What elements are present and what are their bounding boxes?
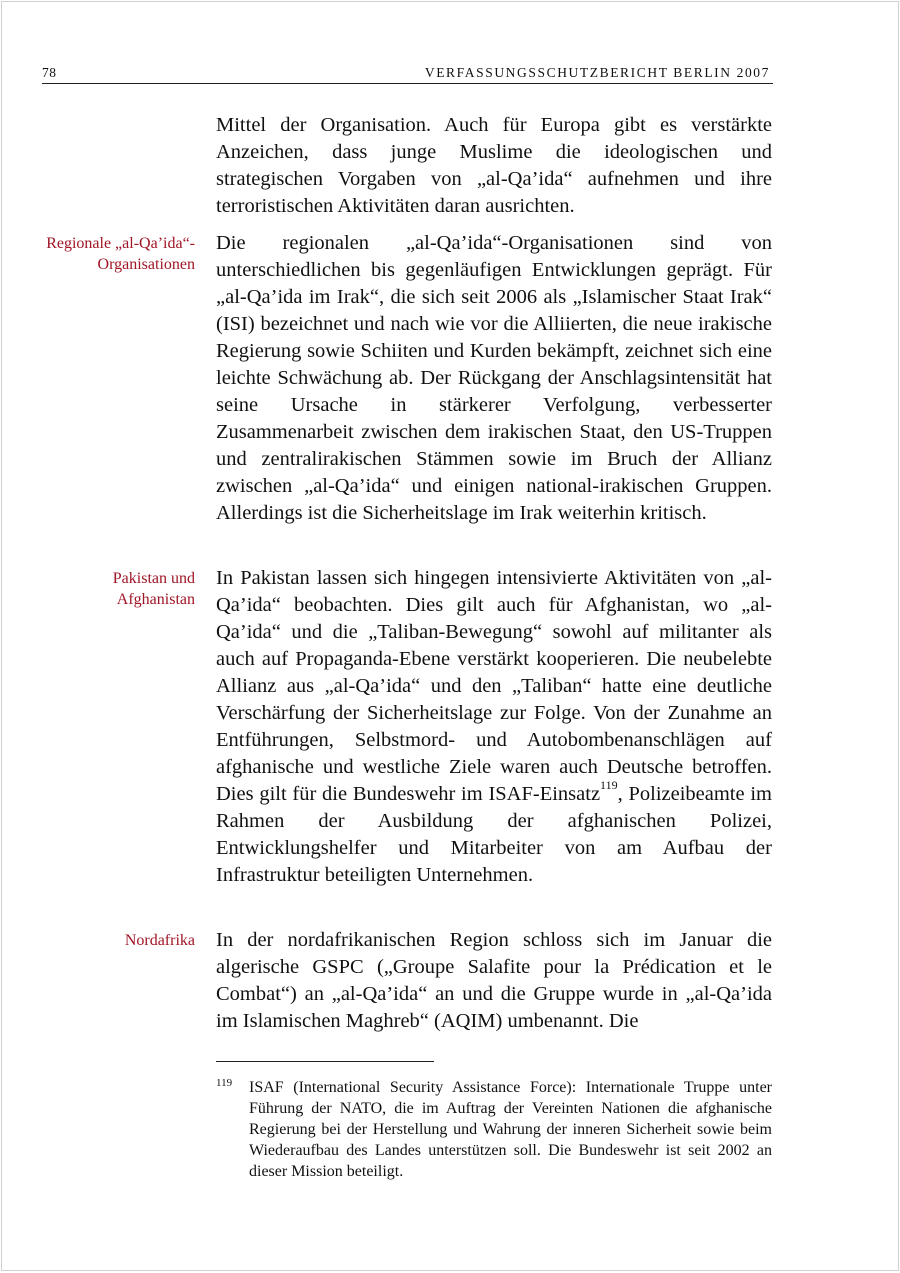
footnote-reference: 119 xyxy=(600,778,618,793)
margin-note-nordafrika: Nordafrika xyxy=(124,932,195,949)
paragraph-nordafrika: In der nordafrikanischen Region schloss sich im Januar die algerische GSPC („Groupe Salafite pour la Prédication et le Combat“) an „al-Qa’ida“ an und die Gruppe wurde in „al-Qa’ida im Islamischen Maghreb“ (AQIM) umbenannt. Die xyxy=(216,929,772,1032)
paragraph-pakistan-text-before: In Pakistan lassen sich hingegen intensivierte Aktivitäten von „al-Qa’ida“ beobachten. Dies gilt auch für Afghanistan, wo „al-Qa’ida“ und die „Taliban-Bewegung“ sowohl auf militanter als auch auf Propaganda-Ebene verstärkt kooperieren. Die neubelebte Allianz aus „al-Qa’ida“ und den „Taliban“ hatte eine deutliche Verschärfung der Sicherheitslage zur Folge. Von der Zunahme an Entführungen, Selbstmord- und Autobombenanschlägen auf afghanische und westliche Ziele waren auch Deutsche betroffen. Dies gilt für die Bundeswehr im ISAF-Einsatz xyxy=(216,567,772,805)
paragraph-regional: Die regionalen „al-Qa’ida“-Organisationen sind von unterschiedlichen bis gegenläufigen Entwicklungen geprägt. Für „al-Qa’ida im Irak“, die sich seit 2006 als „Islamischer Staat Irak“ (ISI) bezeichnet und nach wie vor die Alliierten, die neue irakische Regierung sowie Schiiten und Kurden bekämpft, zeichnet sich eine leichte Schwächung ab. Der Rückgang der Anschlagsintensität hat seine Ursache in stärkerer Verfolgung, verbesserter Zusammenarbeit zwischen dem irakischen Staat, den US-Truppen und zentralirakischen Stämmen sowie im Bruch der Allianz zwischen „al-Qa’ida“ und einigen national-irakischen Gruppen. Allerdings ist die Sicherheitslage im Irak weiterhin kritisch. xyxy=(216,232,772,524)
margin-note-regional: Regionale „al-Qa’ida“-Organisationen xyxy=(46,235,195,273)
paragraph-europe: Mittel der Organisation. Auch für Europa gibt es verstärkte Anzeichen, dass junge Muslime die ideologischen und strategischen Vorgaben von „al-Qa’ida“ aufnehmen und ihre terroristischen Aktivitäten daran ausrichten. xyxy=(216,114,772,217)
header-rule xyxy=(42,83,773,84)
footnote xyxy=(216,1077,772,1182)
margin-note-pakistan: Pakistan und Afghanistan xyxy=(112,570,195,608)
paragraph-pakistan xyxy=(216,565,772,889)
footnote-separator xyxy=(216,1061,434,1062)
page-number: 78 xyxy=(42,65,57,80)
footnote-text: ISAF (International Security Assistance Force): Internationale Truppe unter Führung der NATO, die im Auftrag der Vereinten Nationen die afghanische Regierung bei der Herstellung und Wahrung der inneren Sicherheit sowie beim Wiederaufbau des Landes unterstützen soll. Die Bundeswehr ist seit 2002 an dieser Mission beteiligt. xyxy=(249,1079,772,1180)
paragraph-pakistan-text-after: , Polizeibeamte im Rahmen der Ausbildung der afghanischen Polizei, Entwicklungshelfer und Mitarbeiter von am Aufbau der Infrastruktur beteiligten Unternehmen. xyxy=(216,783,772,886)
document-page xyxy=(1,1,899,1271)
running-header-title: VERFASSUNGSSCHUTZBERICHT BERLIN 2007 xyxy=(424,65,770,80)
footnote-number: 119 xyxy=(216,1077,233,1089)
